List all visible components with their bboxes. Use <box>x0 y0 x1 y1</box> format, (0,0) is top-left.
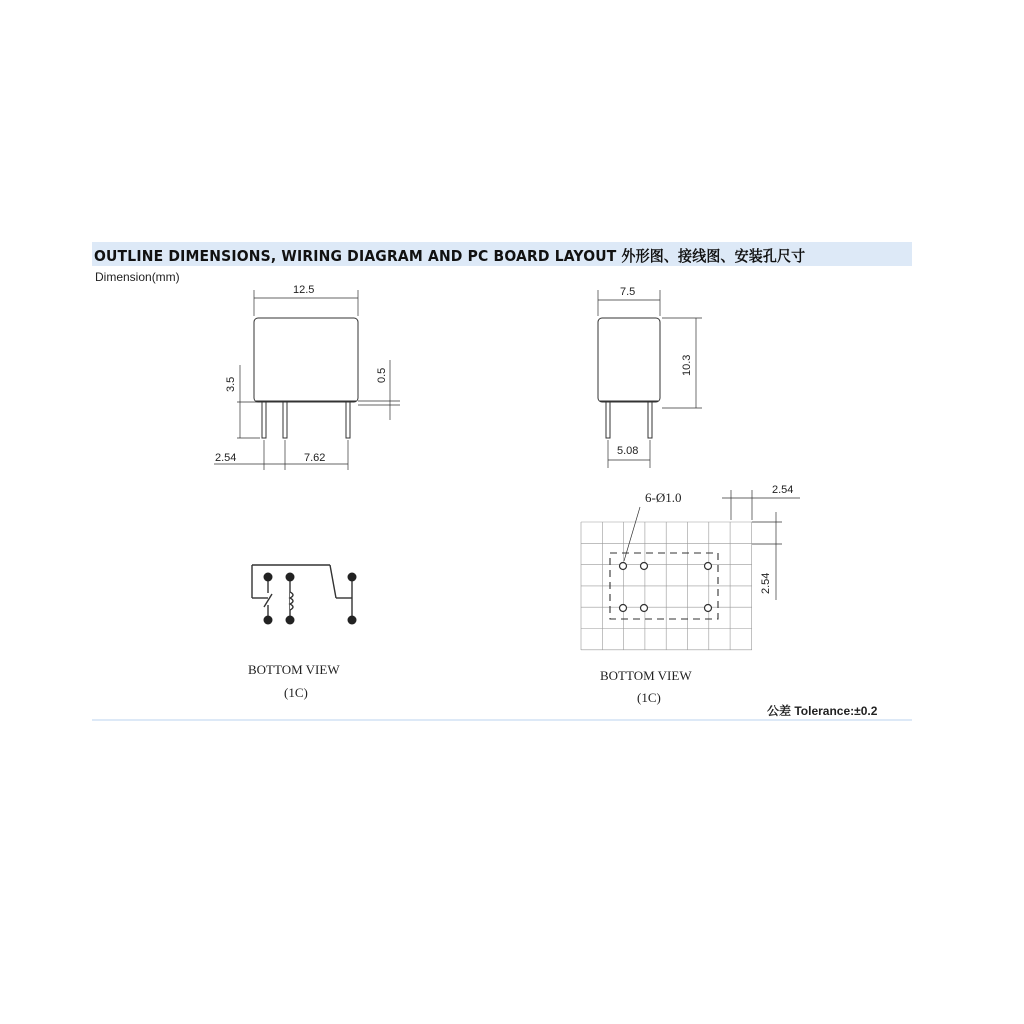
terminal-dot <box>264 616 273 625</box>
pcb-config-label: (1C) <box>637 690 661 705</box>
terminal-dot <box>348 573 357 582</box>
pin <box>262 402 266 438</box>
tolerance-note: 公差 Tolerance:±0.2 <box>767 704 878 718</box>
dim-standoff: 0.5 <box>376 367 388 383</box>
relay-body-side <box>598 318 660 402</box>
front-view <box>214 290 400 470</box>
page-title: OUTLINE DIMENSIONS, WIRING DIAGRAM AND PC BOARD LAYOUT 外形图、接线图、安装孔尺寸 <box>94 247 806 265</box>
dimension-units-label: Dimension(mm) <box>95 270 180 284</box>
terminal-dot <box>286 573 295 582</box>
footer-rule <box>92 719 912 721</box>
pcb-hole <box>620 605 627 612</box>
pin <box>606 402 610 438</box>
pcb-hole <box>705 563 712 570</box>
dim-pitch-main: 7.62 <box>304 452 326 464</box>
pcb-hole-spec: 6-Ø1.0 <box>645 490 682 505</box>
dim-grid-y: 2.54 <box>760 572 772 594</box>
pcb-holes <box>620 563 712 612</box>
dim-pin-span: 5.08 <box>617 445 639 457</box>
dim-pitch-left: 2.54 <box>215 452 237 464</box>
dim-pin-length: 3.5 <box>225 376 237 392</box>
dim-body-depth: 7.5 <box>620 286 636 298</box>
pcb-hole <box>620 563 627 570</box>
dim-grid-x: 2.54 <box>772 484 794 496</box>
terminal-dot <box>264 573 273 582</box>
pin <box>346 402 350 438</box>
dim-body-height: 10.3 <box>681 354 693 376</box>
wiring-view-label: BOTTOM VIEW <box>248 662 340 677</box>
pin <box>283 402 287 438</box>
terminal-dot <box>348 616 357 625</box>
pcb-hole <box>641 563 648 570</box>
pcb-hole <box>705 605 712 612</box>
pcb-dimension-lines <box>624 490 800 600</box>
terminal-dot <box>286 616 295 625</box>
pcb-view-label: BOTTOM VIEW <box>600 668 692 683</box>
wiring-config-label: (1C) <box>284 685 308 700</box>
dim-body-width: 12.5 <box>293 284 315 296</box>
pcb-layout-grid <box>581 522 752 650</box>
side-view <box>598 290 702 468</box>
relay-body-front <box>254 318 358 402</box>
pin <box>648 402 652 438</box>
pcb-hole <box>641 605 648 612</box>
